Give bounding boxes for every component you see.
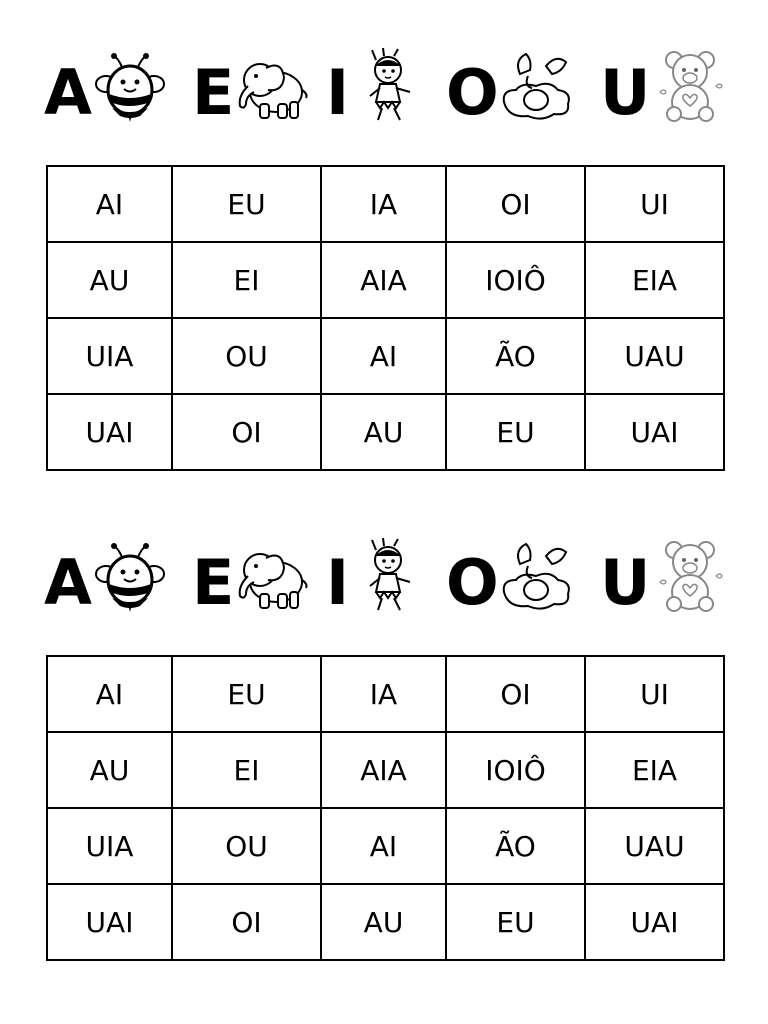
grid-cell: AIA bbox=[321, 242, 446, 318]
vowel-letter-i: I bbox=[326, 546, 350, 619]
grid-cell: EI bbox=[172, 732, 321, 808]
grid-cell: EU bbox=[172, 656, 321, 732]
vowel-letter-o: O bbox=[446, 546, 499, 619]
grid-cell: EIA bbox=[585, 242, 724, 318]
grid-cell: OU bbox=[172, 808, 321, 884]
grid-cell: UAI bbox=[47, 394, 172, 470]
grid-cell: AI bbox=[47, 656, 172, 732]
table-row bbox=[47, 808, 724, 884]
grid-cell: ÃO bbox=[446, 318, 585, 394]
vowel-letter-a: A bbox=[44, 546, 92, 619]
grid-cell: UAI bbox=[47, 884, 172, 960]
grid-cell: UAU bbox=[585, 808, 724, 884]
grid-cell: AIA bbox=[321, 732, 446, 808]
vowel-letter-i: I bbox=[326, 56, 350, 129]
table-row bbox=[47, 732, 724, 808]
grid-cell: UI bbox=[585, 656, 724, 732]
grid-cell: OI bbox=[172, 884, 321, 960]
vowel-letter-e: E bbox=[192, 56, 235, 129]
grid-cell: UIA bbox=[47, 318, 172, 394]
grid-cell: OI bbox=[446, 166, 585, 242]
grid-cell: EU bbox=[172, 166, 321, 242]
grid-cell: AI bbox=[321, 808, 446, 884]
table-row bbox=[47, 656, 724, 732]
indigenous-child-icon bbox=[350, 46, 430, 126]
indigenous-child-icon bbox=[350, 536, 430, 616]
grid-cell: EU bbox=[446, 884, 585, 960]
grid-cell: UIA bbox=[47, 808, 172, 884]
egg-icon bbox=[496, 536, 576, 616]
grid-cell: IOIÔ bbox=[446, 732, 585, 808]
table-row bbox=[47, 884, 724, 960]
table-row bbox=[47, 242, 724, 318]
grid-cell: AU bbox=[47, 242, 172, 318]
grid-cell: IA bbox=[321, 656, 446, 732]
vowel-letter-u: U bbox=[600, 56, 651, 129]
grid-cell: UAI bbox=[585, 394, 724, 470]
syllable-grid bbox=[46, 165, 725, 471]
vowel-letter-e: E bbox=[192, 546, 235, 619]
table-row bbox=[47, 166, 724, 242]
bee-icon bbox=[90, 46, 170, 126]
vowel-letter-u: U bbox=[600, 546, 651, 619]
grid-cell: UI bbox=[585, 166, 724, 242]
table-row bbox=[47, 318, 724, 394]
grid-cell: AU bbox=[47, 732, 172, 808]
teddy-bear-icon bbox=[650, 536, 730, 616]
grid-cell: AI bbox=[321, 318, 446, 394]
grid-cell: AI bbox=[47, 166, 172, 242]
bee-icon bbox=[90, 536, 170, 616]
elephant-icon bbox=[230, 46, 310, 126]
vowel-header bbox=[0, 42, 768, 132]
elephant-icon bbox=[230, 536, 310, 616]
grid-cell: UAI bbox=[585, 884, 724, 960]
grid-cell: EI bbox=[172, 242, 321, 318]
grid-cell: OI bbox=[446, 656, 585, 732]
grid-cell: AU bbox=[321, 394, 446, 470]
grid-cell: IA bbox=[321, 166, 446, 242]
syllable-grid bbox=[46, 655, 725, 961]
grid-cell: ÃO bbox=[446, 808, 585, 884]
grid-cell: UAU bbox=[585, 318, 724, 394]
vowel-letter-o: O bbox=[446, 56, 499, 129]
grid-cell: AU bbox=[321, 884, 446, 960]
vowel-letter-a: A bbox=[44, 56, 92, 129]
teddy-bear-icon bbox=[650, 46, 730, 126]
egg-icon bbox=[496, 46, 576, 126]
grid-cell: IOIÔ bbox=[446, 242, 585, 318]
grid-cell: EIA bbox=[585, 732, 724, 808]
grid-cell: EU bbox=[446, 394, 585, 470]
table-row bbox=[47, 394, 724, 470]
vowel-header bbox=[0, 532, 768, 622]
grid-cell: OU bbox=[172, 318, 321, 394]
grid-cell: OI bbox=[172, 394, 321, 470]
